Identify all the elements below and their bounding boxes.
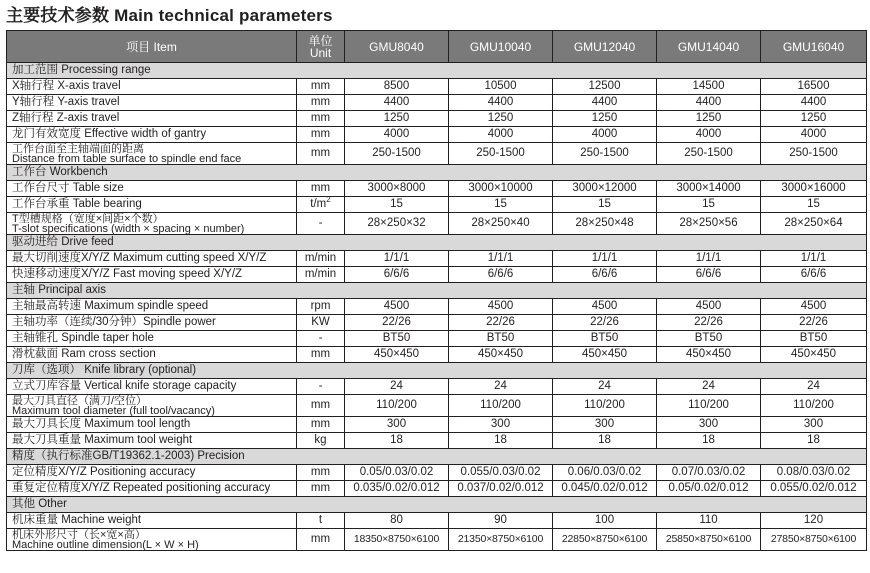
table-row [7, 465, 867, 481]
row-value: 15 [657, 197, 761, 213]
header-unit [297, 31, 345, 63]
table-row [7, 379, 867, 395]
table-row [7, 127, 867, 143]
row-unit [297, 315, 345, 331]
row-value: 0.05/0.02/0.012 [657, 481, 761, 497]
row-value: 3000×12000 [553, 181, 657, 197]
row-value: 120 [761, 513, 867, 529]
row-label [7, 127, 297, 143]
row-value: 28×250×64 [761, 213, 867, 235]
row-label-main: 工作台承重 Table bearing [12, 198, 142, 210]
row-value: 4000 [345, 127, 449, 143]
row-value: 4500 [553, 299, 657, 315]
row-label [7, 379, 297, 395]
row-value: 300 [449, 417, 553, 433]
table-row [7, 529, 867, 551]
row-value: 22/26 [345, 315, 449, 331]
row-label-main: 主轴最高转速 Maximum spindle speed [12, 300, 209, 312]
row-value: 8500 [345, 79, 449, 95]
row-value: 90 [449, 513, 553, 529]
header-item: 项目 Item [7, 31, 297, 63]
row-unit-text: mm [310, 147, 331, 159]
row-value: BT50 [657, 331, 761, 347]
row-value: 14500 [657, 79, 761, 95]
row-unit-text: - [318, 217, 323, 229]
row-unit-text: - [318, 380, 323, 392]
row-unit-text: m/min [304, 252, 337, 264]
row-unit-text: t/m [310, 198, 327, 210]
row-unit [297, 529, 345, 551]
spec-table-body [7, 63, 867, 551]
row-value: 110/200 [449, 395, 553, 417]
row-label-main: 最大切削速度X/Y/Z Maximum cutting speed X/Y/Z [12, 252, 267, 264]
section-title: 其他 Other [7, 497, 867, 513]
row-value: 24 [657, 379, 761, 395]
row-value: 3000×14000 [657, 181, 761, 197]
row-value: 300 [657, 417, 761, 433]
row-value: 4500 [345, 299, 449, 315]
row-label-main: 机床外形尺寸（长×宽×高） [12, 528, 146, 541]
row-unit [297, 213, 345, 235]
row-value: 22850×8750×6100 [553, 529, 657, 551]
row-unit [297, 111, 345, 127]
row-label [7, 529, 297, 551]
row-unit [297, 379, 345, 395]
row-label-main: 机床重量 Machine weight [12, 514, 142, 526]
row-unit-text: rpm [310, 300, 331, 312]
row-label [7, 481, 297, 497]
row-label-main: 最大刀具长度 Maximum tool length [12, 418, 191, 430]
row-unit-text: t [318, 514, 323, 526]
row-value: BT50 [553, 331, 657, 347]
row-value: 21350×8750×6100 [449, 529, 553, 551]
row-unit [297, 331, 345, 347]
section-row [7, 363, 867, 379]
row-unit [297, 465, 345, 481]
row-value: 4400 [449, 95, 553, 111]
row-value: 450×450 [449, 347, 553, 363]
table-row [7, 267, 867, 283]
row-value: 4400 [553, 95, 657, 111]
row-value: 25850×8750×6100 [657, 529, 761, 551]
row-label-sub: Distance from table surface to spindle end face [12, 152, 242, 165]
row-label-main: 龙门有效宽度 Effective width of gantry [12, 128, 207, 140]
table-row [7, 143, 867, 165]
row-value: 0.037/0.02/0.012 [449, 481, 553, 497]
row-unit-text: mm [310, 348, 331, 360]
row-value: 3000×8000 [345, 181, 449, 197]
row-value: 0.055/0.02/0.012 [761, 481, 867, 497]
row-value: 1/1/1 [761, 251, 867, 267]
row-value: 24 [345, 379, 449, 395]
row-value: 4000 [553, 127, 657, 143]
row-unit [297, 433, 345, 449]
row-label-sub: Machine outline dimension(L × W × H) [12, 538, 199, 551]
table-row [7, 513, 867, 529]
row-value: 1250 [449, 111, 553, 127]
row-value: 22/26 [657, 315, 761, 331]
row-value: 0.045/0.02/0.012 [553, 481, 657, 497]
row-value: 3000×16000 [761, 181, 867, 197]
section-row [7, 165, 867, 181]
table-row [7, 481, 867, 497]
row-value: BT50 [345, 331, 449, 347]
row-value: 300 [761, 417, 867, 433]
row-value: 450×450 [553, 347, 657, 363]
row-unit-text: mm [310, 128, 331, 140]
row-value: 24 [449, 379, 553, 395]
row-unit-text: mm [310, 80, 331, 92]
row-unit-text: mm [310, 96, 331, 108]
row-label [7, 95, 297, 111]
row-value: 15 [761, 197, 867, 213]
row-value: 24 [761, 379, 867, 395]
table-row [7, 417, 867, 433]
row-value: 0.08/0.03/0.02 [761, 465, 867, 481]
row-label-main: 主轴锥孔 Spindle taper hole [12, 332, 154, 344]
row-value: 3000×10000 [449, 181, 553, 197]
row-value: 6/6/6 [657, 267, 761, 283]
row-unit [297, 197, 345, 213]
row-value: 4400 [657, 95, 761, 111]
row-value: 110/200 [761, 395, 867, 417]
row-value: 4000 [449, 127, 553, 143]
table-row [7, 395, 867, 417]
row-value: 1/1/1 [553, 251, 657, 267]
row-value: 250-1500 [553, 143, 657, 165]
section-row [7, 497, 867, 513]
row-unit-text: mm [310, 182, 331, 194]
row-unit-text: kg [314, 434, 327, 446]
spec-table [6, 30, 867, 551]
row-label [7, 347, 297, 363]
row-value: 0.07/0.03/0.02 [657, 465, 761, 481]
row-value: 450×450 [657, 347, 761, 363]
row-label [7, 513, 297, 529]
section-title: 精度（执行标准GB/T19362.1-2003) Precision [7, 449, 867, 465]
table-row [7, 95, 867, 111]
row-label [7, 213, 297, 235]
row-label-main: 主轴功率（连续/30分钟）Spindle power [12, 316, 216, 328]
row-value: 6/6/6 [761, 267, 867, 283]
row-value: 15 [449, 197, 553, 213]
row-value: 4500 [761, 299, 867, 315]
row-label [7, 331, 297, 347]
row-unit [297, 95, 345, 111]
row-unit [297, 181, 345, 197]
row-label-main: T型槽规格（宽度×间距×个数） [12, 212, 164, 225]
row-value: 1250 [761, 111, 867, 127]
row-label-main: X轴行程 X-axis travel [12, 80, 121, 92]
row-value: BT50 [761, 331, 867, 347]
section-row [7, 235, 867, 251]
header-model: GMU14040 [657, 31, 761, 63]
row-value: 28×250×40 [449, 213, 553, 235]
row-label-sub: T-slot specifications (width × spacing × number) [12, 222, 245, 235]
row-label-main: 重复定位精度X/Y/Z Repeated positioning accuracy [12, 482, 271, 494]
row-value: 15 [345, 197, 449, 213]
row-value: 1/1/1 [449, 251, 553, 267]
row-value: 27850×8750×6100 [761, 529, 867, 551]
header-unit-cn: 单位 [308, 33, 333, 48]
row-value: 110 [657, 513, 761, 529]
table-row [7, 181, 867, 197]
row-value: 22/26 [553, 315, 657, 331]
row-label-main: 定位精度X/Y/Z Positioning accuracy [12, 466, 196, 478]
row-value: 16500 [761, 79, 867, 95]
row-value: 28×250×56 [657, 213, 761, 235]
row-label-main: 工作台尺寸 Table size [12, 182, 124, 194]
row-value: 1250 [345, 111, 449, 127]
row-value: 0.06/0.03/0.02 [553, 465, 657, 481]
row-value: 4400 [761, 95, 867, 111]
row-label-main: 立式刀库容量 Vertical knife storage capacity [12, 380, 237, 392]
section-row [7, 63, 867, 79]
header-model: GMU8040 [345, 31, 449, 63]
row-unit-text: mm [310, 466, 331, 478]
row-value: 250-1500 [345, 143, 449, 165]
row-value: 6/6/6 [449, 267, 553, 283]
row-value: 1250 [657, 111, 761, 127]
row-value: 18 [553, 433, 657, 449]
row-value: 250-1500 [761, 143, 867, 165]
row-unit-text: - [318, 332, 323, 344]
row-value: 28×250×32 [345, 213, 449, 235]
header-unit-en: Unit [309, 45, 332, 60]
row-unit [297, 79, 345, 95]
row-unit-text: m/min [304, 268, 337, 280]
table-row [7, 299, 867, 315]
row-label-main: 最大刀具直径（满刀/空位） [12, 394, 148, 407]
row-value: 18 [345, 433, 449, 449]
row-label-main: Y轴行程 Y-axis travel [12, 96, 120, 108]
table-row [7, 331, 867, 347]
row-value: 110/200 [553, 395, 657, 417]
row-value: 6/6/6 [345, 267, 449, 283]
row-label [7, 79, 297, 95]
row-value: 80 [345, 513, 449, 529]
row-value: 0.05/0.03/0.02 [345, 465, 449, 481]
row-unit [297, 481, 345, 497]
row-label-main: Z轴行程 Z-axis travel [12, 112, 120, 124]
row-value: 300 [553, 417, 657, 433]
row-label-main: 最大刀具重量 Maximum tool weight [12, 434, 193, 446]
row-value: 1/1/1 [657, 251, 761, 267]
section-title: 主轴 Principal axis [7, 283, 867, 299]
section-row [7, 449, 867, 465]
row-label [7, 197, 297, 213]
row-unit-sup: 2 [326, 196, 331, 205]
row-unit-text: mm [310, 418, 331, 430]
row-value: 0.055/0.03/0.02 [449, 465, 553, 481]
row-value: 1250 [553, 111, 657, 127]
row-unit [297, 513, 345, 529]
row-label [7, 417, 297, 433]
row-value: 4000 [761, 127, 867, 143]
table-row [7, 197, 867, 213]
row-unit [297, 143, 345, 165]
row-label [7, 395, 297, 417]
row-value: 250-1500 [449, 143, 553, 165]
row-label [7, 111, 297, 127]
row-unit [297, 251, 345, 267]
row-value: 28×250×48 [553, 213, 657, 235]
row-value: 18350×8750×6100 [345, 529, 449, 551]
header-row [7, 31, 867, 63]
page-title: 主要技术参数 Main technical parameters [6, 6, 333, 25]
row-label [7, 251, 297, 267]
section-title: 驱动进给 Drive feed [7, 235, 867, 251]
row-unit [297, 395, 345, 417]
row-label [7, 143, 297, 165]
row-unit-text: mm [310, 482, 331, 494]
row-value: 22/26 [449, 315, 553, 331]
header-model: GMU10040 [449, 31, 553, 63]
row-value: 10500 [449, 79, 553, 95]
row-value: 12500 [553, 79, 657, 95]
row-unit-text: mm [310, 112, 331, 124]
row-unit [297, 267, 345, 283]
row-value: BT50 [449, 331, 553, 347]
row-label [7, 299, 297, 315]
row-label-sub: Maximum tool diameter (full tool/vacancy) [12, 404, 215, 417]
row-label [7, 181, 297, 197]
section-title: 刀库（选项） Knife library (optional) [7, 363, 867, 379]
row-value: 18 [761, 433, 867, 449]
table-row [7, 79, 867, 95]
table-row [7, 347, 867, 363]
row-value: 22/26 [761, 315, 867, 331]
row-label [7, 433, 297, 449]
row-value: 15 [553, 197, 657, 213]
row-value: 110/200 [657, 395, 761, 417]
row-unit-text: mm [310, 533, 331, 545]
row-value: 100 [553, 513, 657, 529]
row-unit [297, 347, 345, 363]
row-value: 18 [657, 433, 761, 449]
row-unit-text: KW [311, 316, 330, 328]
table-row [7, 433, 867, 449]
row-value: 6/6/6 [553, 267, 657, 283]
row-label-main: 工作台面至主轴端面的距离 [12, 142, 144, 155]
row-value: 4000 [657, 127, 761, 143]
row-value: 18 [449, 433, 553, 449]
row-value: 4500 [657, 299, 761, 315]
row-value: 24 [553, 379, 657, 395]
section-row [7, 283, 867, 299]
row-label [7, 315, 297, 331]
table-row [7, 315, 867, 331]
table-row [7, 213, 867, 235]
row-value: 0.035/0.02/0.012 [345, 481, 449, 497]
row-value: 450×450 [345, 347, 449, 363]
section-title: 加工范围 Processing range [7, 63, 867, 79]
row-unit [297, 127, 345, 143]
row-value: 110/200 [345, 395, 449, 417]
header-model: GMU16040 [761, 31, 867, 63]
row-value: 1/1/1 [345, 251, 449, 267]
table-row [7, 251, 867, 267]
table-row [7, 111, 867, 127]
row-value: 300 [345, 417, 449, 433]
row-label-main: 滑枕截面 Ram cross section [12, 348, 156, 360]
row-value: 4400 [345, 95, 449, 111]
row-label [7, 267, 297, 283]
row-value: 450×450 [761, 347, 867, 363]
row-unit [297, 299, 345, 315]
section-title: 工作台 Workbench [7, 165, 867, 181]
row-value: 250-1500 [657, 143, 761, 165]
row-unit-text: mm [310, 399, 331, 411]
row-unit [297, 417, 345, 433]
row-label-main: 快速移动速度X/Y/Z Fast moving speed X/Y/Z [12, 268, 243, 280]
row-label [7, 465, 297, 481]
row-value: 4500 [449, 299, 553, 315]
header-model: GMU12040 [553, 31, 657, 63]
